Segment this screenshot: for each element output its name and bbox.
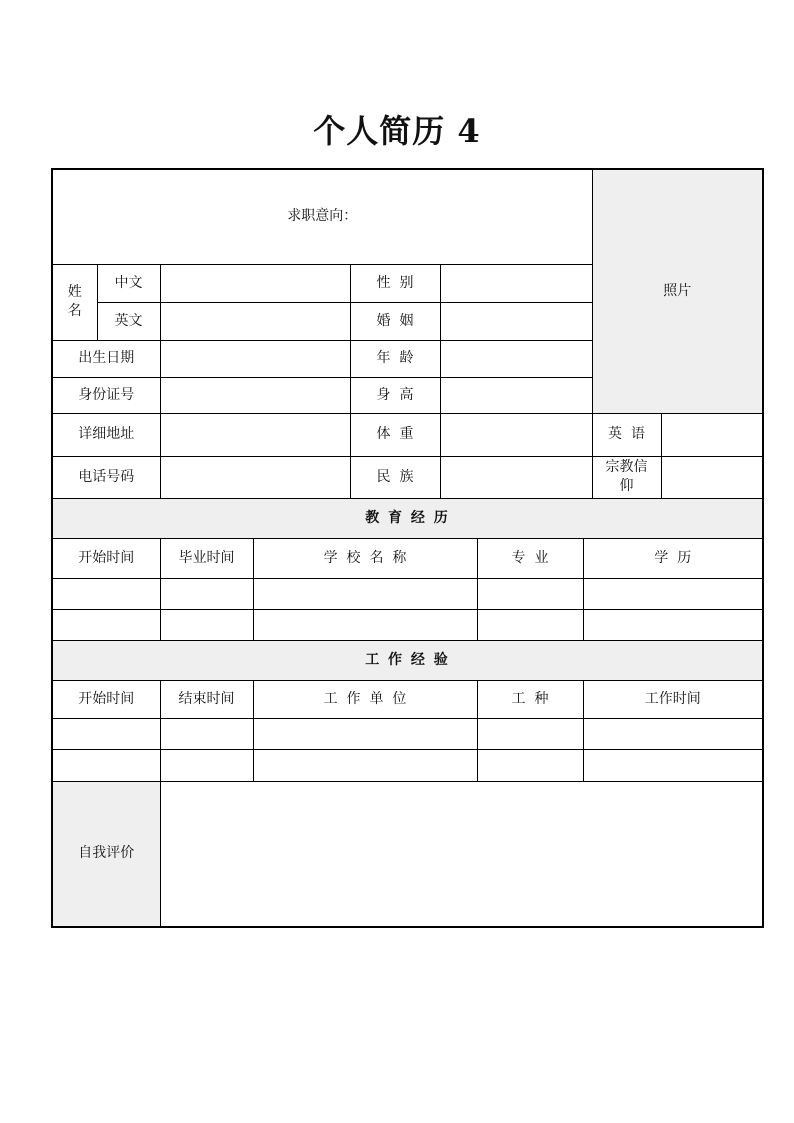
phone-field[interactable]	[160, 456, 350, 498]
work-cell[interactable]	[253, 749, 477, 781]
work-cell[interactable]	[160, 718, 253, 749]
work-col-duration-label: 工作时间	[644, 690, 701, 707]
education-title: 教 育 经 历	[365, 509, 450, 526]
work-col-type-label: 工 种	[511, 690, 549, 707]
work-section-title	[52, 640, 763, 680]
evaluation-field[interactable]	[160, 781, 763, 927]
resume-table	[51, 168, 764, 928]
id-label: 身份证号	[78, 386, 135, 403]
birthdate-label: 出生日期	[78, 350, 135, 366]
work-cell[interactable]	[52, 749, 160, 781]
religion-label: 宗教信 仰	[605, 459, 648, 494]
work-cell[interactable]	[52, 718, 160, 749]
edu-col-degree	[583, 538, 763, 578]
edu-col-graduate	[160, 538, 253, 578]
gender-field[interactable]	[440, 264, 592, 302]
photo-label: 照片	[663, 282, 692, 299]
edu-cell[interactable]	[583, 609, 763, 640]
address-label-cell	[52, 413, 160, 456]
name-label: 姓 名	[67, 284, 82, 319]
id-field[interactable]	[160, 377, 350, 413]
edu-col-start	[52, 538, 160, 578]
work-col-duration	[583, 680, 763, 718]
marital-field[interactable]	[440, 302, 592, 340]
ethnicity-field[interactable]	[440, 456, 592, 498]
work-cell[interactable]	[583, 718, 763, 749]
edu-cell[interactable]	[160, 609, 253, 640]
edu-cell[interactable]	[52, 609, 160, 640]
birthdate-label-cell	[52, 340, 160, 377]
chinese-name-label: 中文	[114, 274, 143, 291]
name-label-cell	[52, 264, 97, 340]
work-cell[interactable]	[583, 749, 763, 781]
age-label: 年 龄	[376, 350, 414, 366]
edu-col-school-label: 学 校 名 称	[323, 549, 407, 566]
phone-label-cell	[52, 456, 160, 498]
english-level-field[interactable]	[661, 413, 763, 456]
age-field[interactable]	[440, 340, 592, 377]
edu-cell[interactable]	[477, 609, 583, 640]
edu-cell[interactable]	[253, 609, 477, 640]
height-label: 身 高	[376, 386, 414, 403]
religion-label-cell	[592, 456, 661, 498]
work-cell[interactable]	[477, 749, 583, 781]
chinese-name-label-cell	[97, 264, 160, 302]
religion-field[interactable]	[661, 456, 763, 498]
work-col-employer	[253, 680, 477, 718]
evaluation-label: 自我评价	[78, 845, 135, 862]
evaluation-label-cell	[52, 781, 160, 927]
birthdate-field[interactable]	[160, 340, 350, 377]
address-field[interactable]	[160, 413, 350, 456]
edu-col-major	[477, 538, 583, 578]
id-label-cell	[52, 377, 160, 413]
work-col-end	[160, 680, 253, 718]
weight-label: 体 重	[376, 426, 414, 442]
edu-cell[interactable]	[253, 578, 477, 609]
table-row	[52, 609, 763, 640]
phone-label: 电话号码	[78, 468, 135, 485]
height-field[interactable]	[440, 377, 592, 413]
weight-field[interactable]	[440, 413, 592, 456]
chinese-name-field[interactable]	[160, 264, 350, 302]
objective-label: 求职意向：	[287, 208, 358, 225]
edu-cell[interactable]	[477, 578, 583, 609]
table-row	[52, 749, 763, 781]
work-col-start-label: 开始时间	[78, 690, 135, 707]
english-name-field[interactable]	[160, 302, 350, 340]
address-label: 详细地址	[78, 426, 135, 442]
edu-cell[interactable]	[52, 578, 160, 609]
education-section-title	[52, 498, 763, 538]
gender-label-cell	[350, 264, 440, 302]
table-row	[52, 578, 763, 609]
ethnicity-label-cell	[350, 456, 440, 498]
objective-cell[interactable]	[52, 169, 592, 264]
edu-cell[interactable]	[583, 578, 763, 609]
work-title: 工 作 经 验	[365, 651, 450, 668]
marital-label: 婚 姻	[376, 312, 414, 329]
work-cell[interactable]	[160, 749, 253, 781]
photo-cell[interactable]	[592, 169, 763, 413]
page-title: 个人简历 4	[313, 112, 481, 150]
work-col-employer-label: 工 作 单 位	[323, 690, 407, 707]
edu-cell[interactable]	[160, 578, 253, 609]
gender-label: 性 别	[376, 274, 414, 291]
edu-col-major-label: 专 业	[511, 549, 549, 566]
edu-col-graduate-label: 毕业时间	[178, 549, 235, 566]
edu-col-degree-label: 学 历	[654, 549, 692, 566]
table-row	[52, 718, 763, 749]
work-col-type	[477, 680, 583, 718]
english-level-label-cell	[592, 413, 661, 456]
english-name-label: 英文	[114, 312, 143, 329]
age-label-cell	[350, 340, 440, 377]
work-cell[interactable]	[477, 718, 583, 749]
marital-label-cell	[350, 302, 440, 340]
edu-col-school	[253, 538, 477, 578]
edu-col-start-label: 开始时间	[78, 549, 135, 566]
height-label-cell	[350, 377, 440, 413]
ethnicity-label: 民 族	[376, 468, 414, 485]
english-name-label-cell	[97, 302, 160, 340]
english-level-label: 英 语	[608, 426, 645, 442]
work-cell[interactable]	[253, 718, 477, 749]
work-col-start	[52, 680, 160, 718]
weight-label-cell	[350, 413, 440, 456]
work-col-end-label: 结束时间	[178, 690, 235, 707]
